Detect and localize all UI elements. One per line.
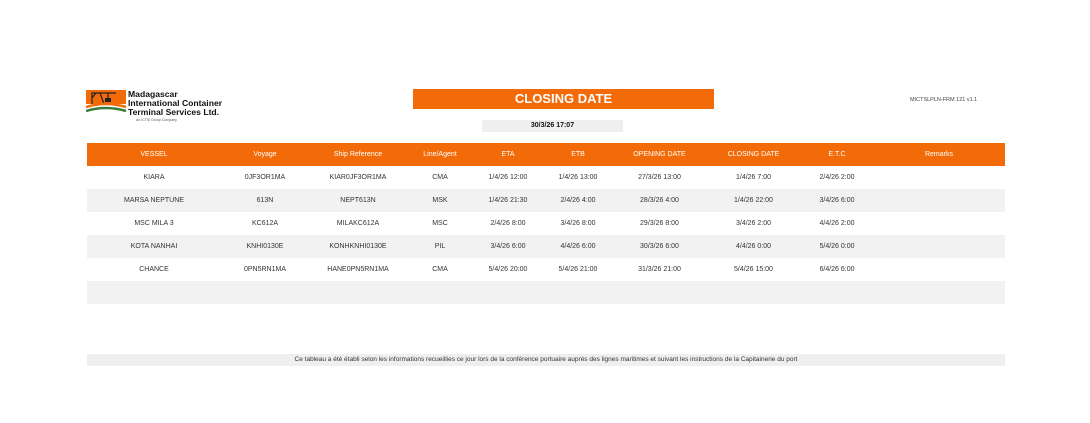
report-date: 30/3/26 17:07 bbox=[482, 120, 623, 132]
table-cell: MSK bbox=[407, 189, 473, 212]
column-header: E.T.C bbox=[801, 143, 873, 166]
table-body bbox=[87, 166, 1005, 304]
table-cell: MARSA NEPTUNE bbox=[87, 189, 221, 212]
page-title: CLOSING DATE bbox=[413, 89, 714, 109]
table-cell bbox=[873, 281, 1005, 304]
table-cell: PIL bbox=[407, 235, 473, 258]
table-cell bbox=[309, 281, 407, 304]
table-cell: KOTA NANHAI bbox=[87, 235, 221, 258]
table-cell bbox=[543, 281, 613, 304]
table-cell: CHANCE bbox=[139, 266, 169, 273]
table-cell: 3/4/26 6:00 bbox=[473, 235, 543, 258]
form-code: MICTSLPLN-FRM 121 v1.1 bbox=[910, 97, 978, 103]
logo-line-3: Terminal Services Ltd. bbox=[128, 107, 220, 117]
column-header: OPENING DATE bbox=[613, 143, 706, 166]
table-cell bbox=[801, 281, 873, 304]
crane-logo-icon bbox=[86, 88, 128, 118]
column-header: CLOSING DATE bbox=[706, 143, 801, 166]
table-cell: 2/4/26 8:00 bbox=[490, 220, 526, 227]
table-cell: 28/3/26 4:00 bbox=[613, 189, 706, 212]
table-row bbox=[87, 189, 1005, 212]
table-cell: 4/4/26 0:00 bbox=[706, 235, 801, 258]
table-cell: 4/4/26 6:00 bbox=[543, 235, 613, 258]
table-cell: 5/4/26 21:00 bbox=[558, 266, 598, 273]
table-cell bbox=[873, 235, 1005, 258]
table-cell: 0PN5RN1MA bbox=[243, 266, 286, 273]
table-cell: 27/3/26 13:00 bbox=[638, 174, 681, 181]
table-cell: 1/4/26 22:00 bbox=[706, 189, 801, 212]
table-cell: 31/3/26 21:00 bbox=[638, 266, 681, 273]
column-header: Voyage bbox=[221, 143, 309, 166]
table-cell: 613N bbox=[221, 189, 309, 212]
table-cell: 29/3/26 8:00 bbox=[640, 220, 679, 227]
table-row bbox=[87, 166, 1005, 189]
column-header: VESSEL bbox=[87, 143, 221, 166]
table-row bbox=[87, 281, 1005, 304]
table-cell: 1/4/26 13:00 bbox=[558, 174, 598, 181]
table-cell: CMA bbox=[432, 174, 448, 181]
table-cell: MILAKC612A bbox=[336, 220, 380, 227]
table-cell: 1/4/26 21:30 bbox=[473, 189, 543, 212]
table-cell bbox=[873, 189, 1005, 212]
table-cell bbox=[221, 281, 309, 304]
table-cell bbox=[873, 166, 1005, 189]
column-header: Ship Reference bbox=[309, 143, 407, 166]
table-cell: NEPT613N bbox=[309, 189, 407, 212]
table-cell: 30/3/26 6:00 bbox=[613, 235, 706, 258]
table-cell bbox=[87, 281, 221, 304]
table-cell: 3/4/26 2:00 bbox=[735, 220, 772, 227]
table-cell: 1/4/26 12:00 bbox=[488, 174, 528, 181]
logo-line-1: Madagascar bbox=[128, 89, 178, 99]
column-header: ETB bbox=[543, 143, 613, 166]
logo-line-2: International Container bbox=[128, 98, 223, 108]
table-cell: 1/4/26 7:00 bbox=[735, 174, 772, 181]
table-cell bbox=[407, 281, 473, 304]
table-cell: 5/4/26 20:00 bbox=[488, 266, 528, 273]
table-cell: 6/4/26 6:00 bbox=[819, 266, 855, 273]
table-cell: CMA bbox=[432, 266, 448, 273]
table-cell: KNHI0130E bbox=[221, 235, 309, 258]
table-cell: 3/4/26 8:00 bbox=[560, 220, 596, 227]
table-cell bbox=[473, 281, 543, 304]
table-cell: MSC MILA 3 bbox=[134, 220, 174, 227]
table-cell: 2/4/26 4:00 bbox=[543, 189, 613, 212]
column-header: Line/Agent bbox=[407, 143, 473, 166]
table-row bbox=[87, 258, 1005, 281]
table-cell: 2/4/26 2:00 bbox=[819, 174, 855, 181]
closing-date-table bbox=[87, 143, 1005, 304]
table-cell bbox=[706, 281, 801, 304]
table-cell: 5/4/26 0:00 bbox=[801, 235, 873, 258]
table-cell bbox=[873, 258, 1005, 281]
table-cell: 0JF3OR1MA bbox=[244, 174, 286, 181]
table-cell: 3/4/26 6:00 bbox=[801, 189, 873, 212]
table-cell: KIARA bbox=[143, 174, 165, 181]
table-row bbox=[87, 235, 1005, 258]
logo-tagline: An ICTSI Group Company bbox=[136, 118, 177, 122]
table-cell: HANE0PN5RN1MA bbox=[327, 266, 389, 273]
table-row bbox=[87, 212, 1005, 235]
company-logo bbox=[86, 88, 236, 128]
table-cell: 4/4/26 2:00 bbox=[819, 220, 855, 227]
table-cell bbox=[613, 281, 706, 304]
column-header: ETA bbox=[473, 143, 543, 166]
table-cell: KIAR0JF3OR1MA bbox=[329, 174, 387, 181]
table-cell: 5/4/26 15:00 bbox=[734, 266, 773, 273]
table-cell: KC612A bbox=[251, 220, 279, 227]
table-cell: MSC bbox=[432, 220, 448, 227]
footer-note: Ce tableau a été établi selon les informations recueillies ce jour lors de la conférence portuaire auprès des lignes maritimes et suivant les instructions de la Capitainerie du port bbox=[87, 354, 1005, 366]
table-cell bbox=[873, 212, 1005, 235]
table-cell: KONHKNHI0130E bbox=[309, 235, 407, 258]
column-header: Remarks bbox=[873, 143, 1005, 166]
table-header-row bbox=[87, 143, 1005, 166]
